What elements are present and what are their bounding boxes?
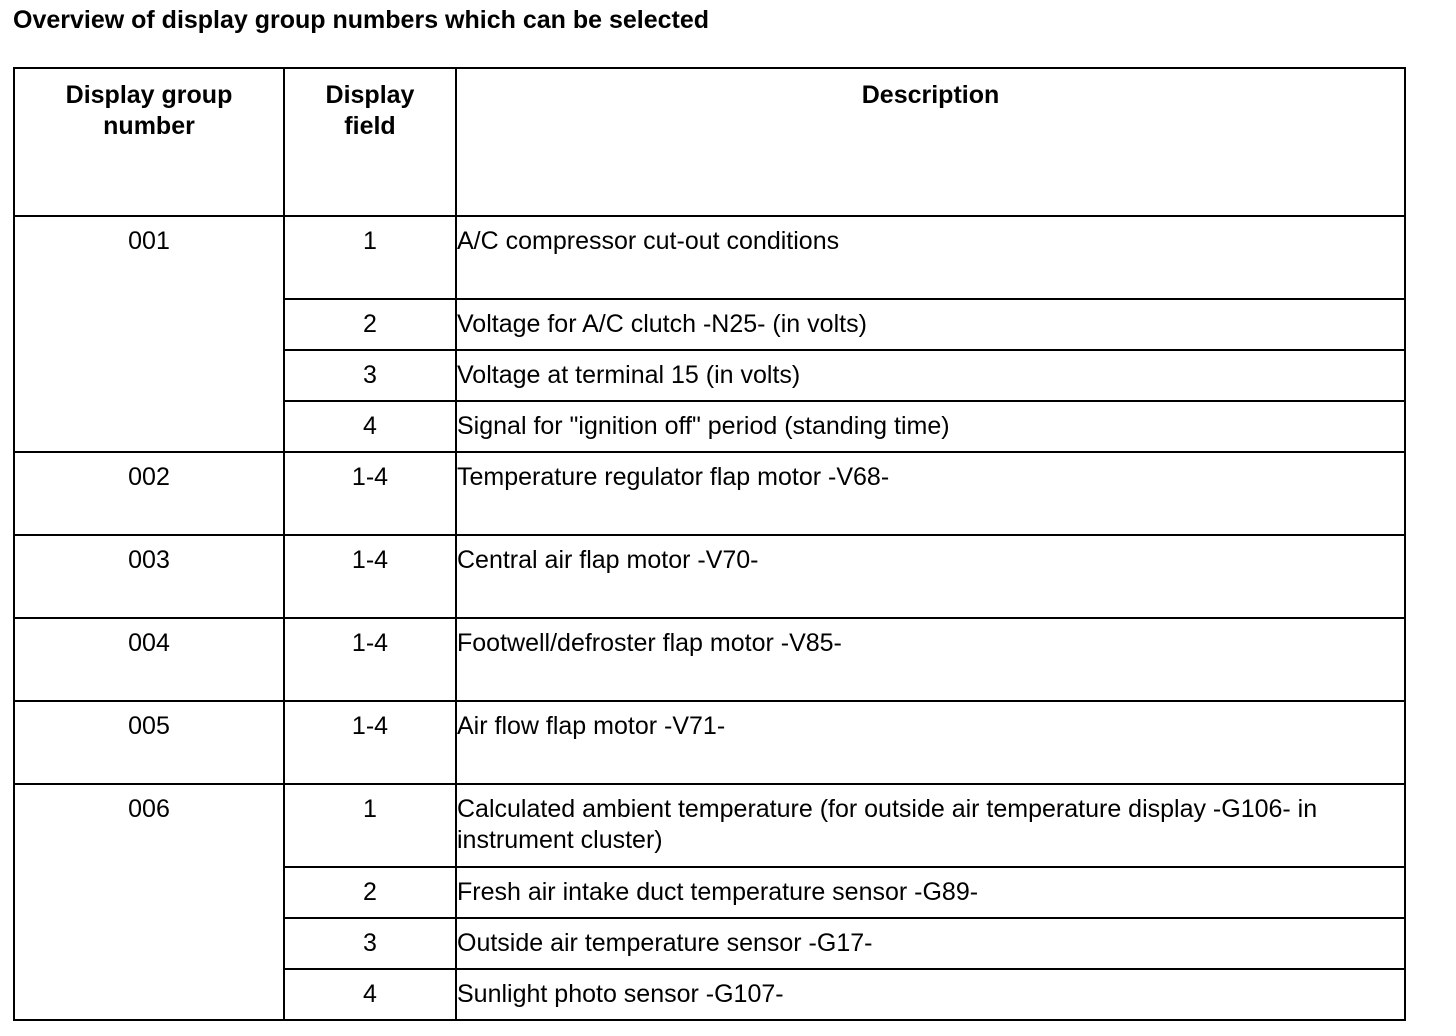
display-field-cell: 2 xyxy=(284,867,456,918)
description-cell: Fresh air intake duct temperature sensor -G89- xyxy=(456,867,1405,918)
display-field-cell: 1 xyxy=(284,216,456,299)
header-display-field: Display field xyxy=(284,68,456,216)
description-cell: Voltage for A/C clutch -N25- (in volts) xyxy=(456,299,1405,350)
display-field-cell: 3 xyxy=(284,918,456,969)
display-field-cell: 4 xyxy=(284,401,456,452)
display-field-cell: 1-4 xyxy=(284,535,456,618)
description-cell: Signal for "ignition off" period (standing time) xyxy=(456,401,1405,452)
display-group-table xyxy=(13,67,1406,1021)
description-cell: Calculated ambient temperature (for outside air temperature display -G106- in instrument cluster) xyxy=(456,784,1405,867)
table-row xyxy=(14,535,1405,618)
display-field-cell: 2 xyxy=(284,299,456,350)
display-group-number-cell: 006 xyxy=(14,784,284,1020)
description-cell: Outside air temperature sensor -G17- xyxy=(456,918,1405,969)
display-group-number-cell: 004 xyxy=(14,618,284,701)
header-row xyxy=(14,68,1405,216)
description-cell: A/C compressor cut-out conditions xyxy=(456,216,1405,299)
display-field-cell: 4 xyxy=(284,969,456,1020)
table-row xyxy=(14,216,1405,299)
table-row xyxy=(14,618,1405,701)
display-field-cell: 1-4 xyxy=(284,452,456,535)
header-display-group-number: Display group number xyxy=(14,68,284,216)
description-cell: Voltage at terminal 15 (in volts) xyxy=(456,350,1405,401)
description-cell: Central air flap motor -V70- xyxy=(456,535,1405,618)
table-row xyxy=(14,701,1405,784)
page-title: Overview of display group numbers which can be selected xyxy=(13,6,710,34)
description-cell: Sunlight photo sensor -G107- xyxy=(456,969,1405,1020)
table-body xyxy=(14,216,1405,1020)
display-group-number-cell: 005 xyxy=(14,701,284,784)
table-header xyxy=(14,68,1405,216)
header-description: Description xyxy=(456,68,1405,216)
display-group-number-cell: 002 xyxy=(14,452,284,535)
description-cell: Air flow flap motor -V71- xyxy=(456,701,1405,784)
table-row xyxy=(14,784,1405,867)
description-cell: Footwell/defroster flap motor -V85- xyxy=(456,618,1405,701)
display-field-cell: 1-4 xyxy=(284,701,456,784)
display-field-cell: 1-4 xyxy=(284,618,456,701)
display-group-number-cell: 003 xyxy=(14,535,284,618)
display-field-cell: 1 xyxy=(284,784,456,867)
description-cell: Temperature regulator flap motor -V68- xyxy=(456,452,1405,535)
display-field-cell: 3 xyxy=(284,350,456,401)
display-group-number-cell: 001 xyxy=(14,216,284,452)
table-row xyxy=(14,452,1405,535)
